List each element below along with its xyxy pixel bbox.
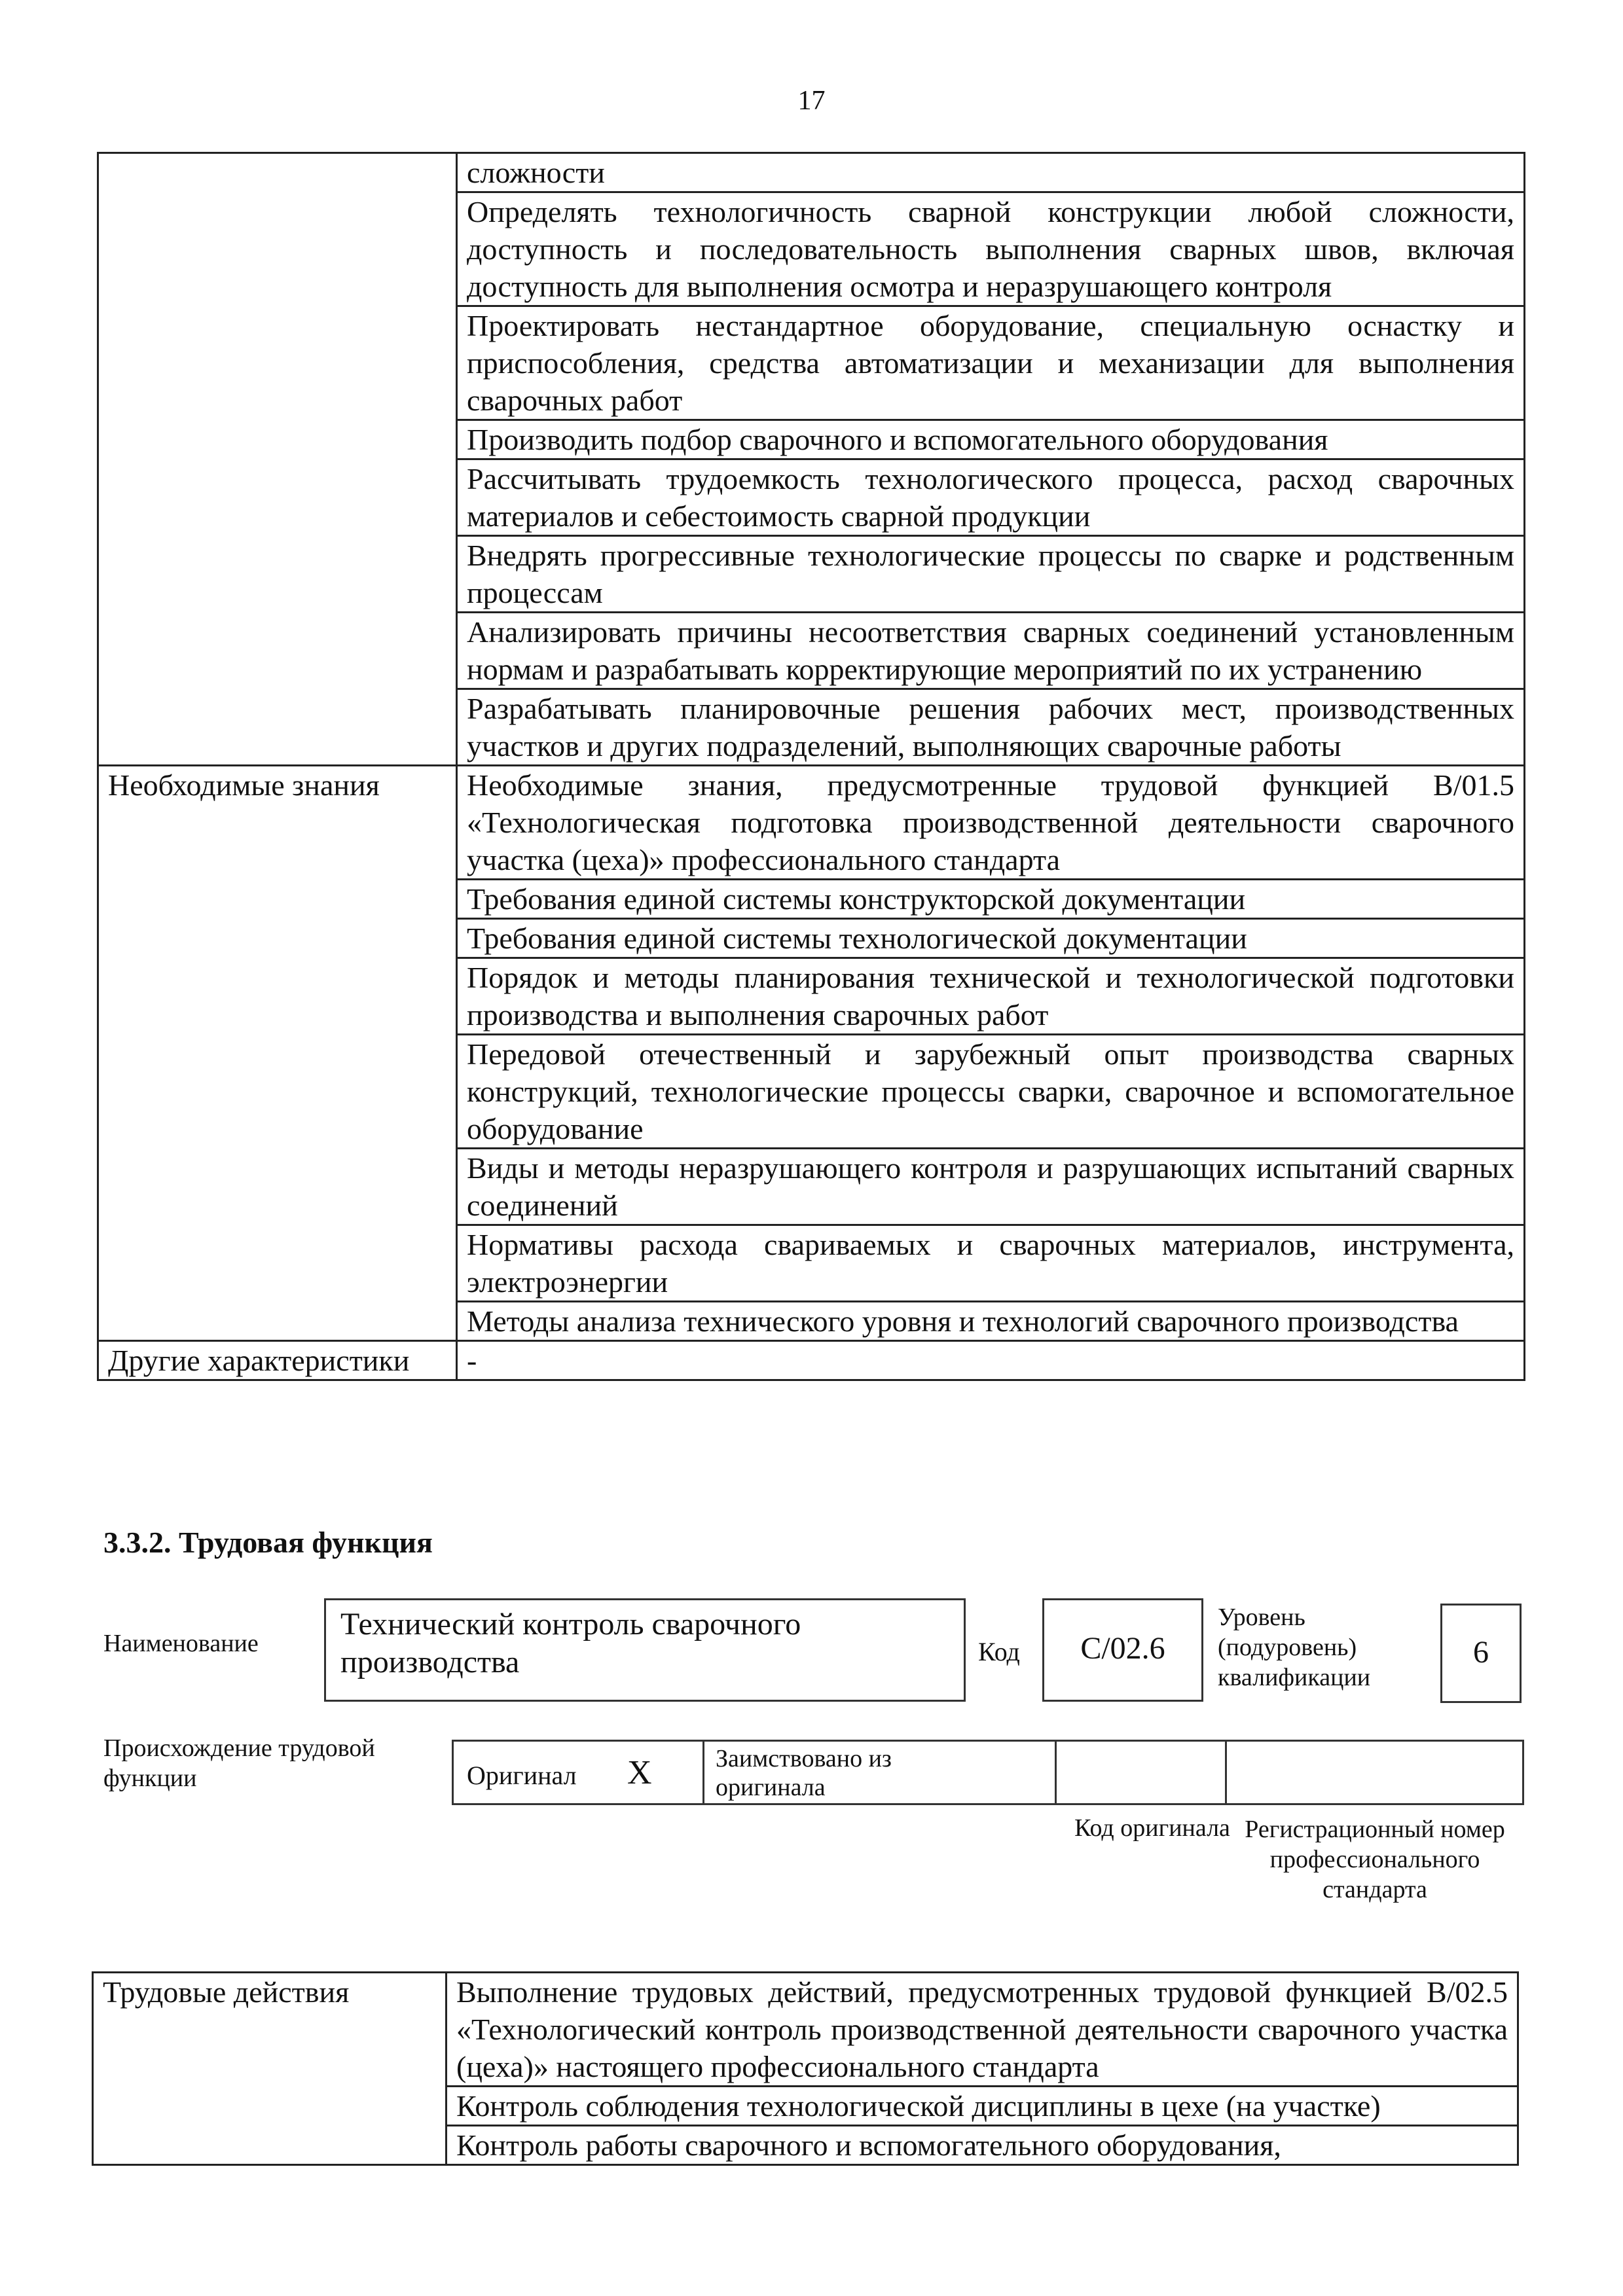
table-cell: Требования единой системы конструкторской документации (457, 880, 1525, 919)
borrowed-label: Заимствовано из оригинала (716, 1745, 892, 1801)
table-cell: Необходимые знания, предусмотренные трудовой функцией В/01.5 «Технологическая подготовка производственной деятельности сварочного участка (цеха)» профессионального стандарта (457, 766, 1525, 880)
table-cell: Порядок и методы планирования технической и технологической подготовки производства и выполнения сварочных работ (457, 958, 1525, 1035)
section-title: 3.3.2. Трудовая функция (103, 1526, 433, 1559)
table-cell: Проектировать нестандартное оборудование, специальную оснастку и приспособления, средства автоматизации и механизации для выполнения сварочных работ (457, 306, 1525, 420)
table-cell: Внедрять прогрессивные технологические процессы по сварке и родственным процессам (457, 536, 1525, 613)
divider (1055, 1742, 1057, 1803)
table-cell: Нормативы расхода свариваемых и сварочных материалов, инструмента, электроэнергии (457, 1225, 1525, 1302)
table-cell: Рассчитывать трудоемкость технологического процесса, расход сварочных материалов и себестоимость сварной продукции (457, 459, 1525, 536)
table-cell: Передовой отечественный и зарубежный опыт производства сварных конструкций, технологические процессы сварки, сварочное и вспомогательное оборудование (457, 1035, 1525, 1149)
original-mark: X (627, 1754, 652, 1791)
table-cell: Методы анализа технического уровня и технологий сварочного производства (457, 1302, 1525, 1341)
name-value: Технический контроль сварочного производства (324, 1598, 966, 1702)
code-caption: Код оригинала (1074, 1814, 1230, 1842)
level-value: 6 (1440, 1604, 1522, 1703)
table-cell: Разрабатывать планировочные решения рабочих мест, производственных участков и других подразделений, выполняющих сварочные работы (457, 689, 1525, 766)
row-label-knowledge: Необходимые знания (98, 766, 457, 1341)
original-label: Оригинал (467, 1761, 577, 1790)
divider (1225, 1742, 1227, 1803)
requirements-table (97, 152, 1525, 1381)
table-cell: Анализировать причины несоответствия сварных соединений установленным нормам и разрабатывать корректирующие мероприятий по их устранению (457, 613, 1525, 689)
table-cell: - (457, 1341, 1525, 1380)
table-cell: Определять технологичность сварной конструкции любой сложности, доступность и последовательность выполнения сварных швов, включая доступность для выполнения осмотра и неразрушающего контроля (457, 192, 1525, 306)
code-label: Код (978, 1637, 1020, 1666)
table-cell: Требования единой системы технологической документации (457, 919, 1525, 958)
actions-table (92, 1971, 1519, 2166)
name-label: Наименование (103, 1630, 259, 1657)
row-label (98, 153, 457, 766)
table-cell: Контроль работы сварочного и вспомогательного оборудования, (447, 2126, 1518, 2165)
divider (702, 1742, 704, 1803)
row-label-actions: Трудовые действия (93, 1973, 447, 2165)
page-number: 17 (797, 86, 826, 116)
table-cell: Контроль соблюдения технологической дисциплины в цехе (на участке) (447, 2087, 1518, 2126)
table-cell: Выполнение трудовых действий, предусмотренных трудовой функцией В/02.5 «Технологический контроль производственной деятельности сварочного участка (цеха)» настоящего профессионального стандарта (447, 1973, 1518, 2087)
origin-label: Происхождение трудовой функции (103, 1734, 375, 1792)
table-cell: Виды и методы неразрушающего контроля и разрушающих испытаний сварных соединений (457, 1149, 1525, 1225)
table-cell: Производить подбор сварочного и вспомогательного оборудования (457, 420, 1525, 459)
level-label: Уровень (подуровень) квалификации (1218, 1604, 1371, 1691)
origin-table (452, 1740, 1524, 1805)
code-value: С/02.6 (1042, 1598, 1203, 1702)
reg-caption: Регистрационный номер профессионального стандарта (1245, 1816, 1505, 1903)
table-cell: сложности (457, 153, 1525, 192)
row-label-other: Другие характеристики (98, 1341, 457, 1380)
